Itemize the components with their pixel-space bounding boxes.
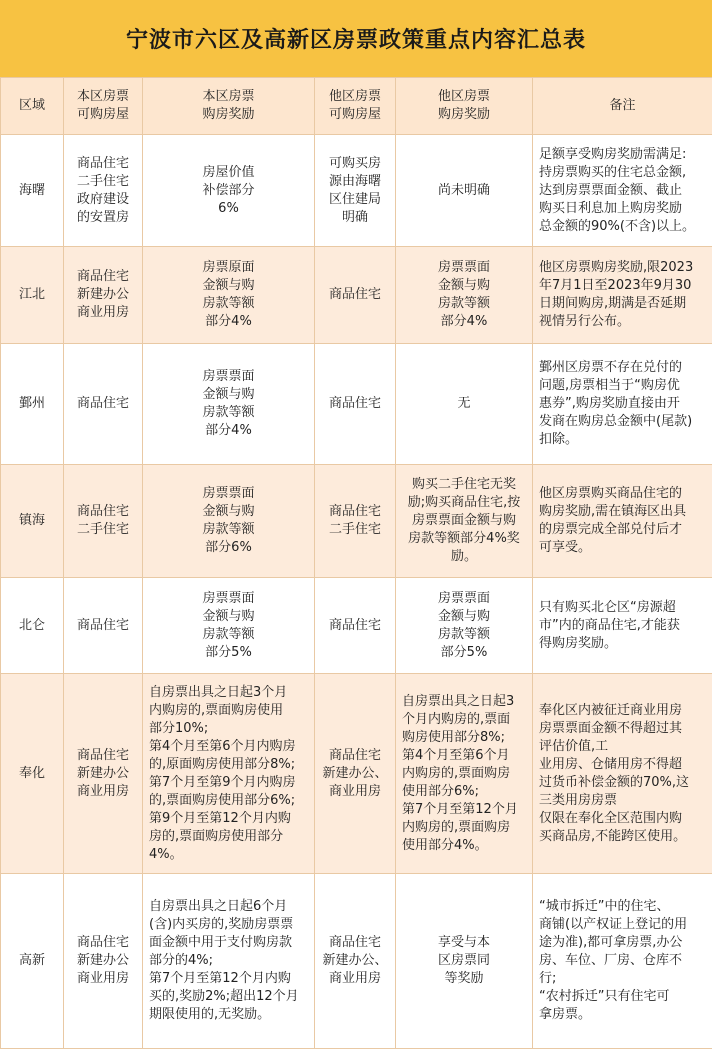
note-cell: 只有购买北仑区“房源超 市”内的商品住宅,才能获 得购房奖励。 bbox=[533, 578, 712, 674]
region-cell: 鄞州 bbox=[1, 344, 64, 465]
note-cell: 鄞州区房票不存在兑付的 问题,房票相当于“购房优 惠券”,购房奖励直接由开 发商在购房总金额中(尾款) 扣除。 bbox=[533, 344, 712, 465]
own-houses-cell: 商品住宅 bbox=[64, 578, 143, 674]
own-houses-cell: 商品住宅 二手住宅 政府建设 的安置房 bbox=[64, 135, 143, 247]
region-cell: 江北 bbox=[1, 247, 64, 344]
region-cell: 海曙 bbox=[1, 135, 64, 247]
other-houses-cell: 商品住宅 新建办公、 商业用房 bbox=[315, 874, 396, 1049]
table-row bbox=[1, 674, 712, 874]
page-title: 宁波市六区及高新区房票政策重点内容汇总表 bbox=[0, 0, 712, 77]
own-reward-cell: 房票票面 金额与购 房款等额 部分4% bbox=[143, 344, 315, 465]
note-cell: 足额享受购房奖励需满足: 持房票购买的住宅总金额, 达到房票票面金额、截止 购买日利息加上购房奖励 总金额的90%(不含)以上。 bbox=[533, 135, 712, 247]
other-houses-cell: 商品住宅 二手住宅 bbox=[315, 465, 396, 578]
table-header-row bbox=[1, 78, 712, 135]
other-houses-cell: 商品住宅 bbox=[315, 247, 396, 344]
other-houses-cell: 商品住宅 bbox=[315, 578, 396, 674]
own-houses-cell: 商品住宅 新建办公 商业用房 bbox=[64, 874, 143, 1049]
note-cell: 他区房票购买商品住宅的 购房奖励,需在镇海区出具 的房票完成全部兑付后才 可享受。 bbox=[533, 465, 712, 578]
other-houses-cell: 商品住宅 新建办公、 商业用房 bbox=[315, 674, 396, 874]
table-row bbox=[1, 135, 712, 247]
header-own-houses: 本区房票 可购房屋 bbox=[64, 78, 143, 135]
policy-table bbox=[0, 77, 712, 1049]
note-cell: 他区房票购房奖励,限2023 年7月1日至2023年9月30 日期间购房,期满是否延期 视情另行公布。 bbox=[533, 247, 712, 344]
other-reward-cell: 无 bbox=[396, 344, 533, 465]
note-cell: “城市拆迁”中的住宅、 商铺(以产权证上登记的用 途为准),都可拿房票,办公 房、车位、厂房、仓库不 行; “农村拆迁”只有住宅可 拿房票。 bbox=[533, 874, 712, 1049]
header-own-reward: 本区房票 购房奖励 bbox=[143, 78, 315, 135]
other-reward-cell: 购买二手住宅无奖 励;购买商品住宅,按 房票票面金额与购 房款等额部分4%奖 励。 bbox=[396, 465, 533, 578]
table-row bbox=[1, 247, 712, 344]
table-row bbox=[1, 578, 712, 674]
own-houses-cell: 商品住宅 新建办公 商业用房 bbox=[64, 674, 143, 874]
own-reward-cell: 房票票面 金额与购 房款等额 部分5% bbox=[143, 578, 315, 674]
other-reward-cell: 房票票面 金额与购 房款等额 部分4% bbox=[396, 247, 533, 344]
region-cell: 北仑 bbox=[1, 578, 64, 674]
other-reward-cell: 尚未明确 bbox=[396, 135, 533, 247]
own-houses-cell: 商品住宅 新建办公 商业用房 bbox=[64, 247, 143, 344]
region-cell: 高新 bbox=[1, 874, 64, 1049]
other-houses-cell: 可购买房 源由海曙 区住建局 明确 bbox=[315, 135, 396, 247]
own-reward-cell: 房票票面 金额与购 房款等额 部分6% bbox=[143, 465, 315, 578]
header-other-houses: 他区房票 可购房屋 bbox=[315, 78, 396, 135]
table-row bbox=[1, 874, 712, 1049]
header-note: 备注 bbox=[533, 78, 712, 135]
own-houses-cell: 商品住宅 二手住宅 bbox=[64, 465, 143, 578]
own-reward-cell: 自房票出具之日起6个月 (含)内买房的,奖励房票票 面金额中用于支付购房款 部分的4%; 第7个月至第12个月内购 买的,奖励2%;超出12个月 期限使用的,无奖励。 bbox=[143, 874, 315, 1049]
own-reward-cell: 房屋价值 补偿部分 6% bbox=[143, 135, 315, 247]
other-reward-cell: 享受与本 区房票同 等奖励 bbox=[396, 874, 533, 1049]
other-reward-cell: 房票票面 金额与购 房款等额 部分5% bbox=[396, 578, 533, 674]
own-reward-cell: 房票原面 金额与购 房款等额 部分4% bbox=[143, 247, 315, 344]
other-houses-cell: 商品住宅 bbox=[315, 344, 396, 465]
region-cell: 奉化 bbox=[1, 674, 64, 874]
region-cell: 镇海 bbox=[1, 465, 64, 578]
own-houses-cell: 商品住宅 bbox=[64, 344, 143, 465]
header-other-reward: 他区房票 购房奖励 bbox=[396, 78, 533, 135]
table-row bbox=[1, 465, 712, 578]
header-region: 区域 bbox=[1, 78, 64, 135]
note-cell: 奉化区内被征迁商业用房 房票票面金额不得超过其 评估价值,工 业用房、仓储用房不得超 过货币补偿金额的70%,这 三类用房房票 仅限在奉化全区范围内购 买商品房,不能跨区使用。 bbox=[533, 674, 712, 874]
table-row bbox=[1, 344, 712, 465]
other-reward-cell: 自房票出具之日起3 个月内购房的,票面 购房使用部分8%; 第4个月至第6个月 内购房的,票面购房 使用部分6%; 第7个月至第12个月 内购房的,票面购房 使用部分4%。 bbox=[396, 674, 533, 874]
own-reward-cell: 自房票出具之日起3个月 内购房的,票面购房使用 部分10%; 第4个月至第6个月内购房 的,原面购房使用部分8%; 第7个月至第9个月内购房 的,票面购房使用部分6%; 第9个月至第12个月内购 房的,票面购房使用部分 4%。 bbox=[143, 674, 315, 874]
